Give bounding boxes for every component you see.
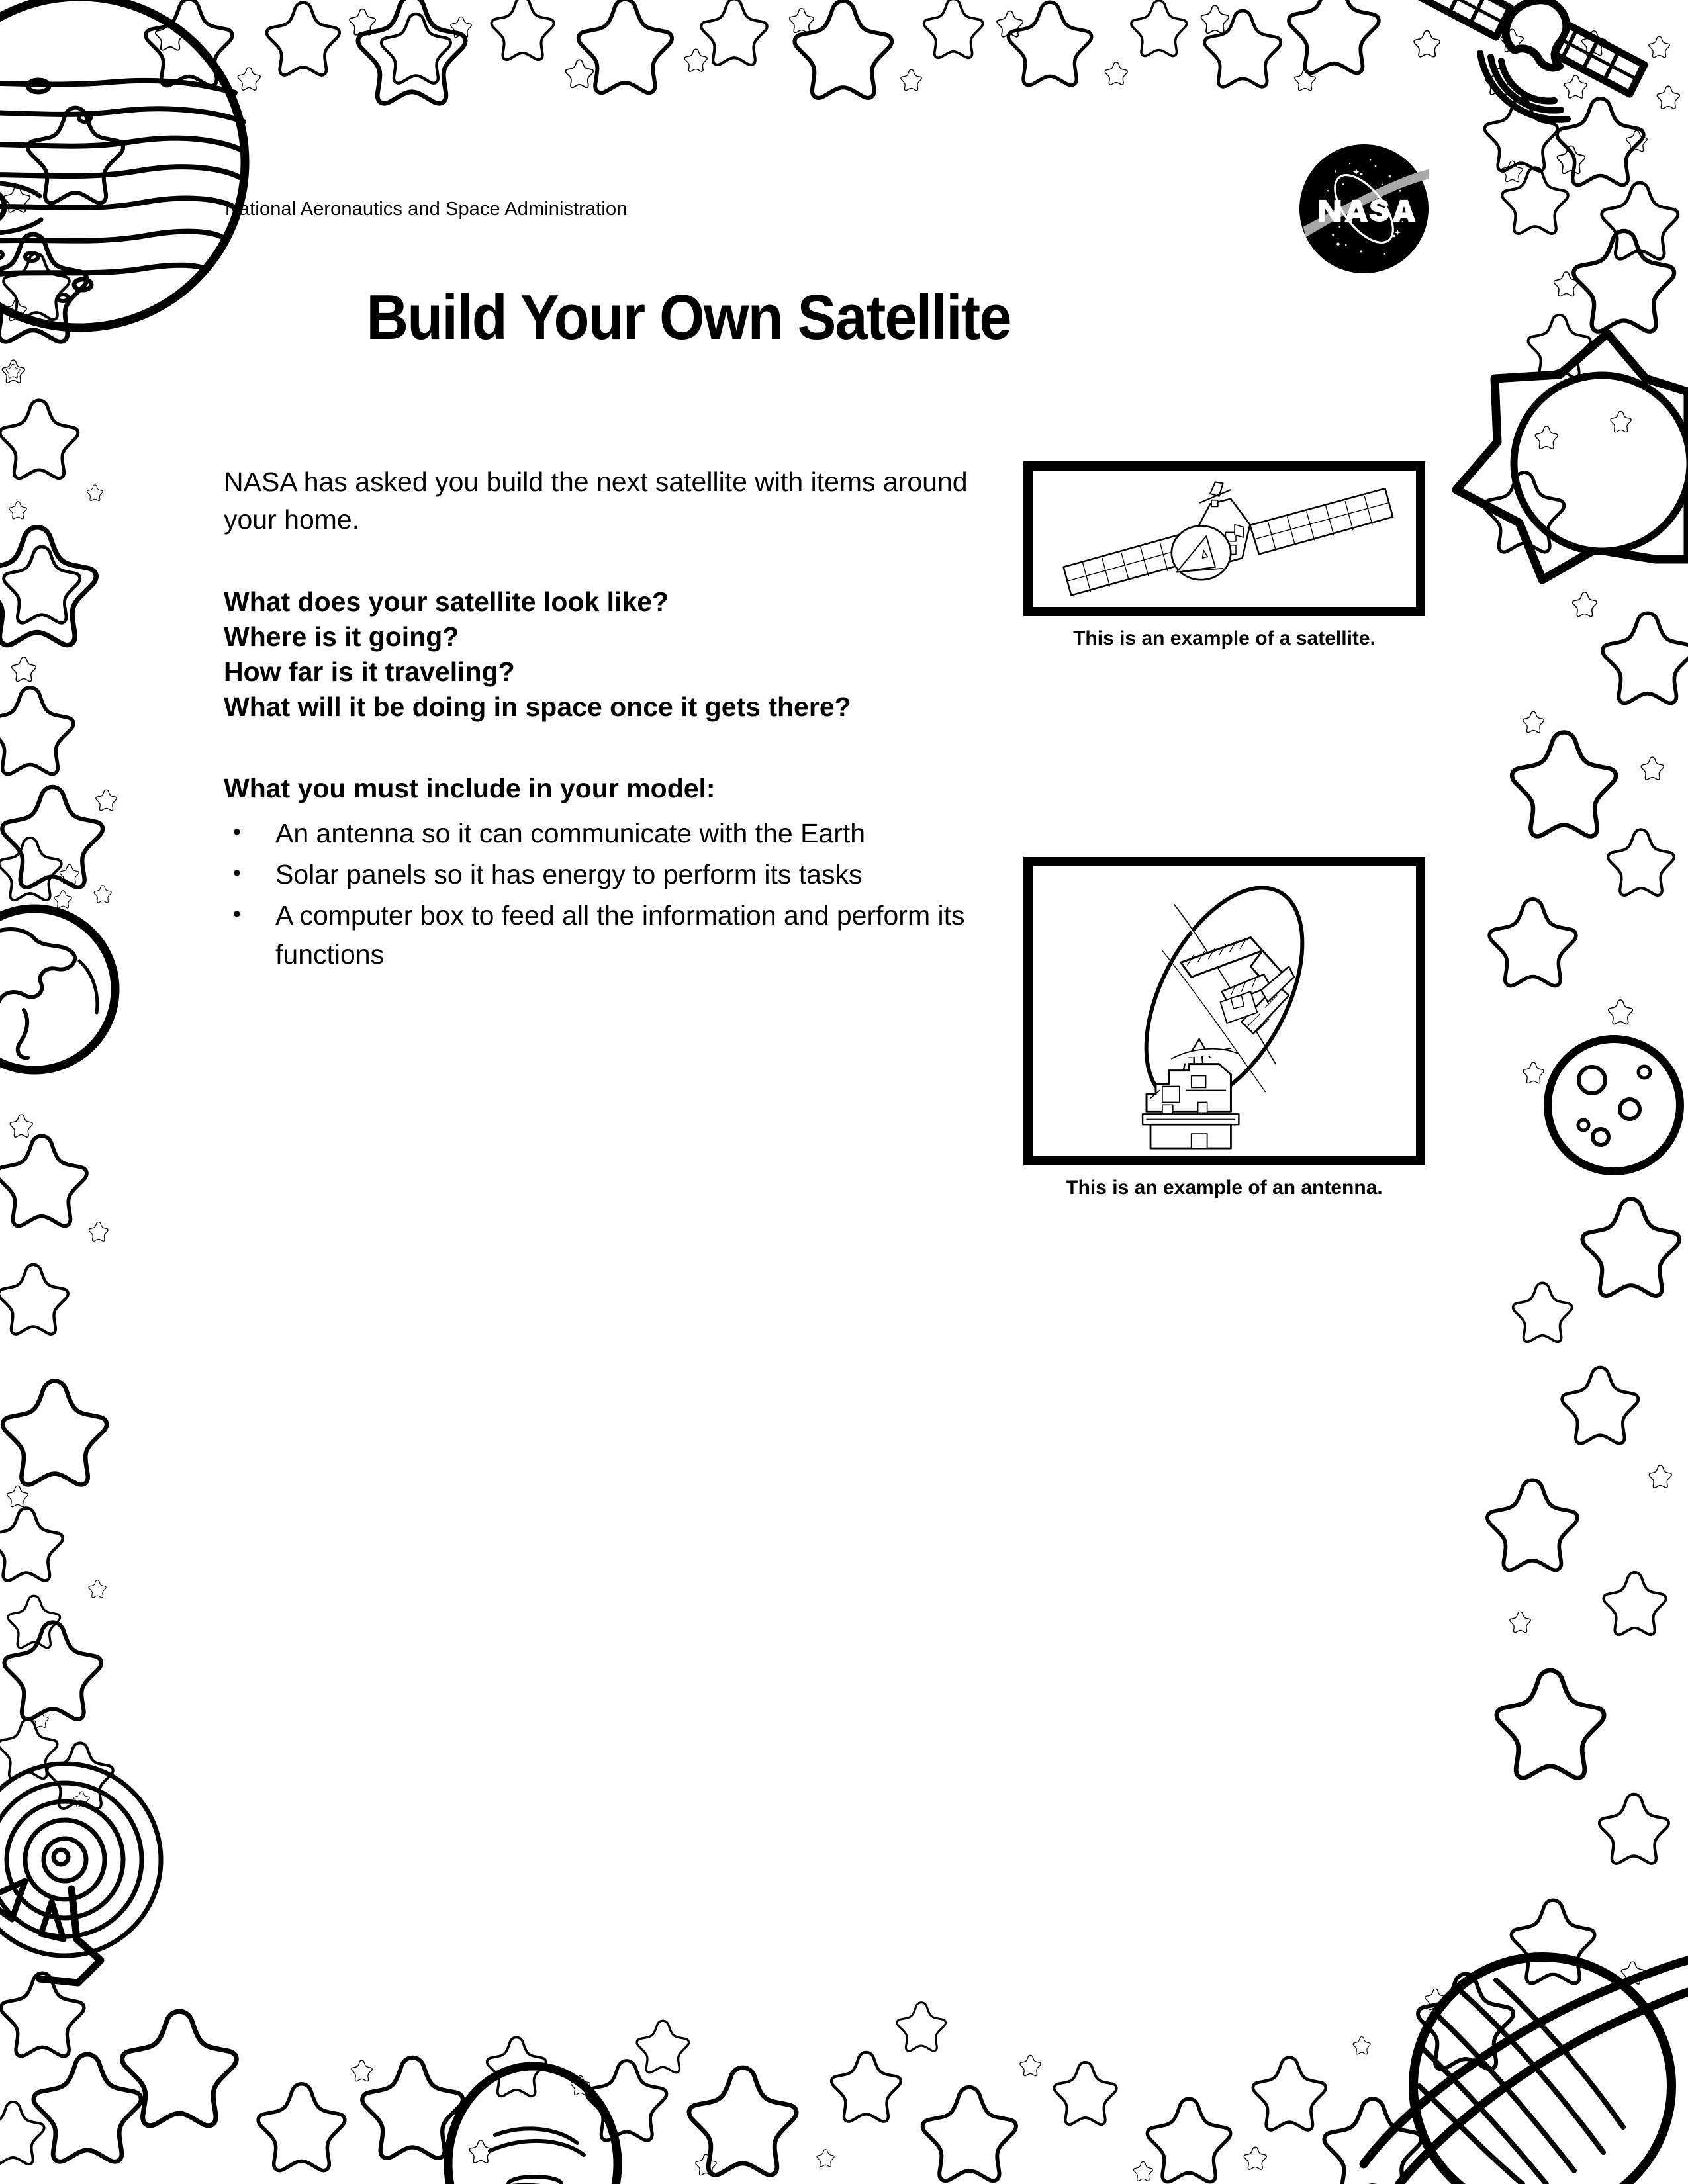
question-item: How far is it traveling?: [224, 656, 515, 687]
instructions-column: [224, 463, 975, 976]
figure-antenna-caption: This is an example of an antenna.: [1066, 1177, 1383, 1199]
question-list: [224, 584, 975, 725]
page-title: Build Your Own Satellite: [366, 282, 1011, 353]
bullet-icon: •: [233, 901, 241, 927]
question-item: What does your satellite look like?: [224, 586, 669, 617]
figure-antenna-frame: [1023, 857, 1425, 1165]
list-item: [224, 814, 975, 852]
satellite-illustration-icon: [1033, 471, 1416, 607]
nasa-meatball-icon: [1299, 144, 1429, 273]
question-item: What will it be doing in space once it gets there?: [224, 691, 851, 722]
figure-antenna: [1023, 857, 1425, 1200]
agency-name: National Aeronautics and Space Administration: [225, 199, 628, 220]
list-item: [224, 896, 975, 973]
list-item: [224, 855, 975, 893]
figure-satellite-caption: This is an example of a satellite.: [1073, 627, 1376, 649]
bullet-icon: •: [233, 860, 241, 886]
list-item-label: A computer box to feed all the information and perform its functions: [275, 900, 965, 970]
list-item-label: Solar panels so it has energy to perform its tasks: [275, 859, 863, 890]
figure-satellite-frame: [1023, 461, 1425, 616]
nasa-logo: [1299, 144, 1429, 273]
figure-satellite: [1023, 461, 1425, 651]
intro-paragraph: NASA has asked you build the next satellite with items around your home.: [224, 467, 968, 535]
list-item-label: An antenna so it can communicate with the Earth: [275, 817, 866, 848]
requirements-list: [224, 814, 975, 974]
question-item: Where is it going?: [224, 621, 459, 653]
requirements-heading: What you must include in your model:: [224, 772, 716, 803]
antenna-illustration-icon: [1033, 866, 1416, 1156]
bullet-icon: •: [233, 819, 241, 844]
